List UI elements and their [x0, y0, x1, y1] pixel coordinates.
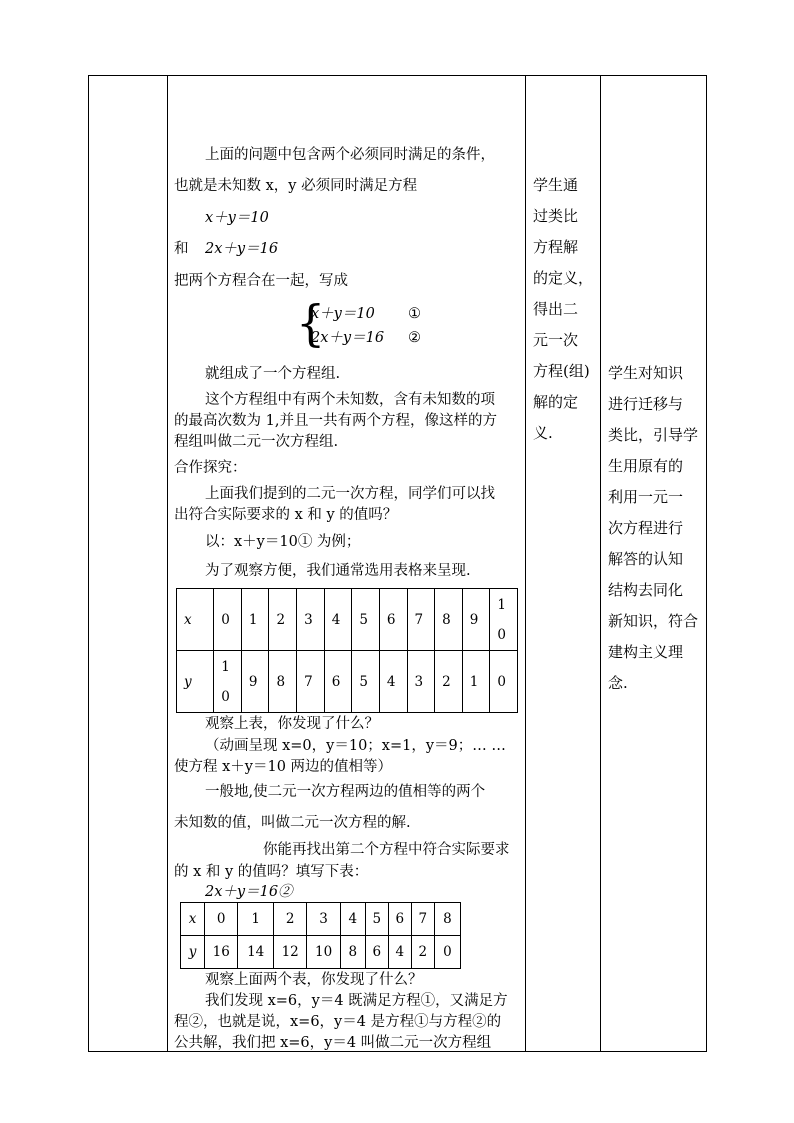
design-intent-line: 得出二 [533, 300, 579, 318]
digit-bottom: 0 [221, 688, 230, 705]
student-activity-line: 解答的认知 [608, 550, 684, 568]
student-activity-line: 建构主义理 [608, 643, 684, 661]
student-activity-line: 次方程进行 [608, 519, 684, 537]
design-intent-line: 学生通 [533, 176, 579, 194]
table-cell: 5 [352, 651, 380, 713]
table-cell: 3 [297, 589, 325, 651]
table-cell: 0 [205, 903, 238, 936]
table-cell: 4 [324, 589, 352, 651]
table-cell: 4 [340, 903, 365, 936]
table-cell: 16 [205, 936, 238, 969]
table-cell: 7 [411, 903, 434, 936]
system-mark-2: ② [408, 330, 421, 346]
design-intent-line: 解的定 [533, 393, 579, 411]
row-label-y: y [177, 651, 214, 713]
table-cell: 3 [307, 903, 340, 936]
general-definition-line2: 未知数的值，叫做二元一次方程的解. [174, 815, 411, 831]
design-intent-line: 过类比 [533, 207, 579, 225]
table-cell: 12 [273, 936, 306, 969]
conclusion-line1: 我们发现 x=6，y＝4 既满足方程①，又满足方 [205, 993, 508, 1009]
digit-bottom: 0 [497, 626, 506, 643]
table-cell: 0 [434, 936, 460, 969]
word-and: 和 [174, 241, 189, 257]
observe-question-2: 观察上面两个表，你发现了什么？ [205, 972, 423, 988]
row-label-x: x [177, 589, 214, 651]
question-line1: 上面我们提到的二元一次方程，同学们可以找 [205, 486, 495, 502]
design-intent-column [533, 170, 595, 449]
find-question-line1: 你能再找出第二个方程中符合实际要求 [263, 842, 510, 858]
table-row-y [177, 651, 518, 713]
column-divider-3 [600, 75, 601, 1052]
digit-top: 1 [497, 596, 506, 613]
table-cell: 6 [388, 903, 411, 936]
para-conditions-line2: 也就是未知数 x，y 必须同时满足方程 [174, 178, 418, 194]
row-label-x: x [181, 903, 205, 936]
question-line2: 出符合实际要求的 x 和 y 的值吗？ [174, 507, 398, 523]
student-activity-line: 念. [608, 674, 628, 692]
table-cell: 6 [324, 651, 352, 713]
table-cell: 8 [340, 936, 365, 969]
table-row-x [177, 589, 518, 651]
student-activity-line: 类比，引导学 [608, 426, 699, 444]
table-cell: 7 [407, 589, 435, 651]
system-mark-1: ① [408, 306, 421, 322]
animation-note-line1: （动画呈现 x=0，y＝10；x=1，y＝9；… … [205, 738, 506, 754]
table-cell: 5 [352, 589, 380, 651]
table-cell: 4 [379, 651, 407, 713]
digit-top: 1 [221, 658, 230, 675]
table-cell: 6 [379, 589, 407, 651]
student-activity-line: 学生对知识 [608, 364, 684, 382]
table-intro: 为了观察方便，我们通常选用表格来呈现. [205, 563, 471, 579]
design-intent-line: 元一次 [533, 331, 579, 349]
table-cell: 5 [365, 903, 388, 936]
table-cell: 9 [241, 651, 269, 713]
observe-question-1: 观察上表，你发现了什么？ [205, 716, 379, 732]
definition-line2: 的最高次数为 1,并且一共有两个方程，像这样的方 [174, 413, 497, 429]
table-cell: 4 [388, 936, 411, 969]
definition-line1: 这个方程组中有两个未知数，含有未知数的项 [205, 392, 495, 408]
student-activity-line: 新知识，符合 [608, 612, 699, 630]
table-cell: 3 [407, 651, 435, 713]
student-activity-line: 进行迁移与 [608, 395, 684, 413]
table-cell: 1 [238, 903, 274, 936]
find-question-line2: 的 x 和 y 的值吗？填写下表： [174, 864, 369, 880]
solutions-table-1 [176, 588, 518, 713]
definition-line3: 程组叫做二元一次方程组. [174, 434, 339, 450]
table-cell: 0 [214, 589, 242, 651]
table-cell: 10 [307, 936, 340, 969]
table-cell: 2 [269, 589, 297, 651]
design-intent-line: 的定义， [533, 269, 594, 287]
example-line: 以：x＋y＝10① 为例； [205, 534, 361, 550]
para-combine: 把两个方程合在一起，写成 [174, 273, 348, 289]
animation-note-line2: 使方程 x＋y＝10 两边的值相等） [174, 759, 393, 775]
equation-2-label: 2x＋y＝16② [205, 884, 293, 900]
design-intent-line: 方程解 [533, 238, 579, 256]
heading-cooperative: 合作探究： [174, 460, 247, 476]
table-cell: 9 [462, 589, 490, 651]
general-definition-line1: 一般地,使二元一次方程两边的值相等的两个 [205, 784, 486, 800]
system-brace: { [296, 294, 326, 352]
table-row-x [181, 903, 461, 936]
student-activity-line: 生用原有的 [608, 457, 684, 475]
table-cell: 1 [241, 589, 269, 651]
student-activity-line: 结构去同化 [608, 581, 684, 599]
design-intent-line: 义. [533, 424, 553, 442]
table-cell: 7 [297, 651, 325, 713]
table-cell: 2 [411, 936, 434, 969]
para-conditions-line1: 上面的问题中包含两个必须同时满足的条件， [205, 147, 495, 163]
conclusion-line2: 程②，也就是说，x=6，y＝4 是方程①与方程②的 [174, 1014, 502, 1030]
table-row-y [181, 936, 461, 969]
solutions-table-2 [180, 902, 461, 969]
para-system-formed: 就组成了一个方程组. [205, 366, 341, 382]
table-cell: 8 [434, 903, 460, 936]
student-activity-column [608, 358, 703, 699]
column-divider-1 [167, 75, 168, 1052]
table-cell: 8 [435, 589, 463, 651]
table-cell: 6 [365, 936, 388, 969]
table-cell: 0 [490, 651, 518, 713]
column-divider-2 [525, 75, 526, 1052]
table-cell: 1 [462, 651, 490, 713]
design-intent-line: 方程(组) [533, 362, 590, 380]
equation-1: x＋y＝10 [205, 210, 269, 226]
system-row-1: x＋y＝10 [311, 306, 375, 322]
table-cell-stacked [214, 651, 242, 713]
table-cell: 8 [269, 651, 297, 713]
equation-2: 2x＋y＝16 [205, 241, 279, 257]
table-cell: 2 [273, 903, 306, 936]
system-row-2: 2x＋y＝16 [311, 330, 385, 346]
row-label-y: y [181, 936, 205, 969]
conclusion-line3: 公共解，我们把 x=6，y＝4 叫做二元一次方程组 [174, 1035, 492, 1051]
table-cell: 2 [435, 651, 463, 713]
student-activity-line: 利用一元一 [608, 488, 684, 506]
table-cell: 14 [238, 936, 274, 969]
table-cell-stacked [490, 589, 518, 651]
